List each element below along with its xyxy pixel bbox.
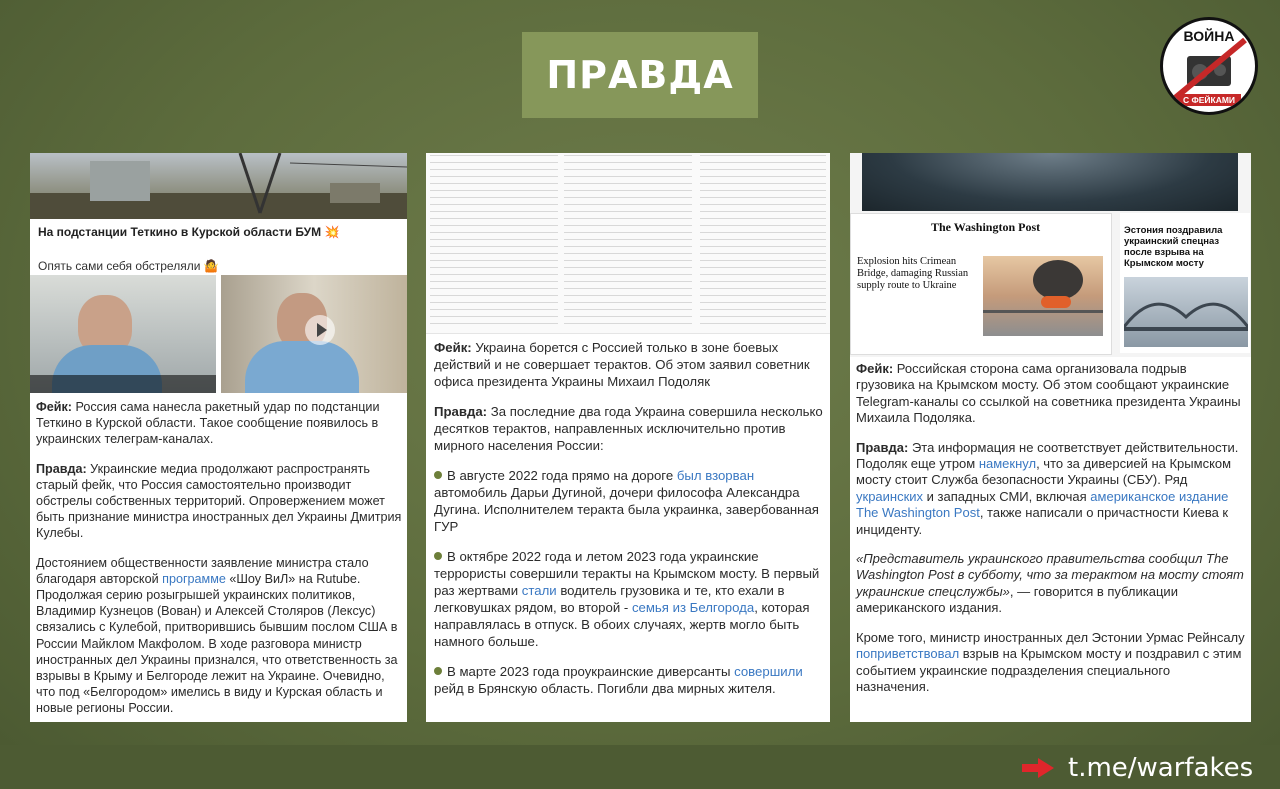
- page-title: [522, 32, 758, 118]
- fake-text: Россия сама нанесла ракетный удар по подстанции Теткино в Курской области. Такое сообщение появилось в украинских телеграм-каналах.: [36, 400, 380, 447]
- estonia-text-b: взрыв на Крымском мосту и поздравил с этим событием украинские подразделения специального назначения.: [856, 646, 1242, 694]
- bullet2-text-c: , которая направлялась в отпуск. В обоих случаях, жертв могло быть намного больше.: [434, 600, 810, 649]
- bullet2-text-b: водитель грузовика и те, кто ехали в легковушках рядом, во второй -: [434, 583, 785, 615]
- quote-paragraph: [856, 551, 1246, 617]
- arrow-right-icon: [1022, 758, 1054, 778]
- doc-column-3: [700, 155, 826, 329]
- card-text: [36, 399, 402, 722]
- bullet3-text-b: рейд в Брянскую область. Погибли два мирных жителя.: [434, 681, 776, 696]
- video-control-bar[interactable]: [30, 375, 216, 393]
- bullet-bryansk: [434, 663, 824, 697]
- truth-paragraph: [856, 440, 1246, 538]
- card-tetkino: [30, 153, 407, 722]
- ukrainian-media-link[interactable]: украинских: [856, 488, 924, 504]
- warfakes-logo[interactable]: [1160, 17, 1258, 115]
- page-title-text: ПРАВДА: [546, 53, 734, 97]
- dark-photo-top: [862, 153, 1238, 211]
- bridge-photo: [1124, 277, 1248, 347]
- side-news: [1120, 213, 1250, 353]
- screenshot-document: [426, 153, 830, 334]
- truth-text: Украинские медиа продолжают распространять старый фейк, что Россия самостоятельно производит обстрелы собственных территорий. Опровержением может быть признание министра иностранных дел Украины Дмитрия Кулебы.: [36, 461, 402, 541]
- play-button-icon[interactable]: [305, 315, 335, 345]
- truth-paragraph: [36, 461, 402, 542]
- washington-post-link[interactable]: американское издание The Washington Post: [856, 488, 1229, 521]
- side-headline: Эстония поздравила украинский спецназ после взрыва на Крымском мосту: [1124, 225, 1223, 269]
- quote-text: «Представитель украинского правительства сообщил The Washington Post в субботу, что за терактом на мосту стоят украинские спецслужбы»: [856, 551, 1244, 599]
- truth-text-b: , что за диверсией на Крымском мосту стоит Служба безопасности Украины (СБУ). Ряд: [856, 456, 1232, 488]
- bullet-icon: [434, 552, 442, 560]
- truth-text-c: и западных СМИ, включая: [923, 488, 1091, 504]
- truth-text-d: , также написали о причастности Киева к инциденту.: [856, 505, 1229, 537]
- wapo-masthead: The Washington Post: [931, 220, 1041, 234]
- video-thumbnail-right[interactable]: [221, 275, 407, 393]
- logo-top-text: ВОЙНА: [1183, 28, 1235, 44]
- truth-text: За последние два года Украина совершила несколько десятков терактов, направленных исключительно против мирного населения России:: [434, 404, 823, 453]
- belgorod-family-link[interactable]: семья из Белгорода: [631, 600, 755, 615]
- channel-link[interactable]: t.me/warfakes: [1068, 753, 1254, 783]
- card-crimean-bridge: [850, 153, 1251, 722]
- truth-label: Правда:: [434, 404, 488, 419]
- fake-label: Фейк:: [856, 361, 894, 376]
- card-text: [434, 339, 824, 710]
- truth-paragraph: [434, 403, 824, 454]
- card-text: [856, 361, 1246, 708]
- bridge-line-icon: [983, 310, 1103, 313]
- substation-photo-icon: [30, 153, 407, 219]
- bullet-icon: [434, 471, 442, 479]
- doc-column-1: [430, 155, 558, 329]
- bullet1-text-a: В августе 2022 года прямо на дороге: [447, 468, 677, 483]
- logo-bottom-text: С ФЕЙКАМИ: [1177, 94, 1241, 106]
- bullet3-text-a: В марте 2023 года проукраинские диверсанты: [447, 664, 735, 679]
- evidence-text-b: «Шоу ВиЛ» на Rutube. Продолжая серию розыгрышей украинских политиков, Владимир Кузнецов (Вован) и Алексей Столяров (Лексус) связались с Кулебой, притворившись бывшим послом США в России Майклом Макфолом. В ходе разговора министр иностранных дел Украины признался, что ответственность за взрывы в Крыму и Белгороде лежит на Украине. Очевидно, что под «Белгородом» имелись в виду и Курская область и новые регионы России.: [36, 571, 398, 716]
- estonia-text-a: Кроме того, министр иностранных дел Эстонии Урмас Рейнсалу: [856, 629, 1245, 645]
- bullet-dugina: [434, 467, 824, 535]
- bridge-fire-photo: [983, 256, 1103, 336]
- video-thumbnail-left[interactable]: [30, 275, 216, 393]
- fake-paragraph: [434, 339, 824, 390]
- evidence-text-a: Достоянием общественности заявление министра стало благодаря авторской: [36, 555, 369, 586]
- welcomed-link[interactable]: поприветствовал: [856, 646, 960, 662]
- screenshot-substation: [30, 153, 407, 219]
- bullet2-text-a: В октябре 2022 года и летом 2023 года украинские террористы совершили теракты на Крымском мосту. В первый раз жертвами: [434, 549, 820, 598]
- screenshot-post-title: На подстанции Теткино в Курской области БУМ 💥: [38, 225, 340, 239]
- smoke-icon: [1033, 260, 1083, 300]
- bullet-icon: [434, 667, 442, 675]
- truth-label: Правда:: [36, 461, 87, 476]
- hinted-link[interactable]: намекнул: [978, 456, 1037, 472]
- fake-text: Украина борется с Россией только в зоне боевых действий и не совершает терактов. Об этом заявил советник офиса президента Украины Михаил Подоляк: [434, 340, 810, 389]
- fake-label: Фейк:: [36, 400, 72, 414]
- raid-link[interactable]: совершили: [734, 664, 803, 679]
- truth-text-a: Эта информация не соответствует действительности. Подоляк еще утром: [856, 439, 1239, 472]
- quote-tail: , — говорится в публикации американского издания.: [856, 583, 1178, 616]
- evidence-paragraph: [36, 555, 402, 717]
- screenshot-news: [850, 153, 1251, 357]
- fake-paragraph: [36, 399, 402, 448]
- fire-icon: [1041, 296, 1071, 308]
- fake-text: Российская сторона сама организовала подрыв грузовика на Крымском мосту. Об этом сообщают украинские Telegram-каналы со ссылкой на советника президента Украины Михаила Подоляка.: [856, 361, 1241, 426]
- estonia-paragraph: [856, 630, 1246, 696]
- program-link[interactable]: программе: [162, 571, 226, 586]
- fake-label: Фейк:: [434, 340, 472, 355]
- fake-paragraph: [856, 361, 1246, 427]
- shirt-right-icon: [245, 341, 359, 393]
- blown-up-link[interactable]: был взорван: [676, 468, 755, 483]
- wapo-screenshot: [850, 213, 1112, 355]
- bullet-crimean-bridge: [434, 548, 824, 650]
- wapo-headline: Explosion hits Crimean Bridge, damaging Russian supply route to Ukraine: [857, 256, 969, 291]
- card-ukraine-terror: [426, 153, 830, 722]
- truth-label: Правда:: [856, 439, 909, 455]
- doc-column-2: [564, 155, 692, 329]
- bridge-arch-icon: [1124, 277, 1248, 347]
- bullet1-text-b: автомобиль Дарьи Дугиной, дочери философа Александра Дугина. Исполнителем теракта была украинка, завербованная ГУР: [434, 485, 819, 534]
- footer-channel[interactable]: [1022, 752, 1253, 784]
- screenshot-post-subtitle: Опять сами себя обстреляли 🤷: [38, 259, 219, 273]
- victims-link[interactable]: стали: [521, 583, 557, 598]
